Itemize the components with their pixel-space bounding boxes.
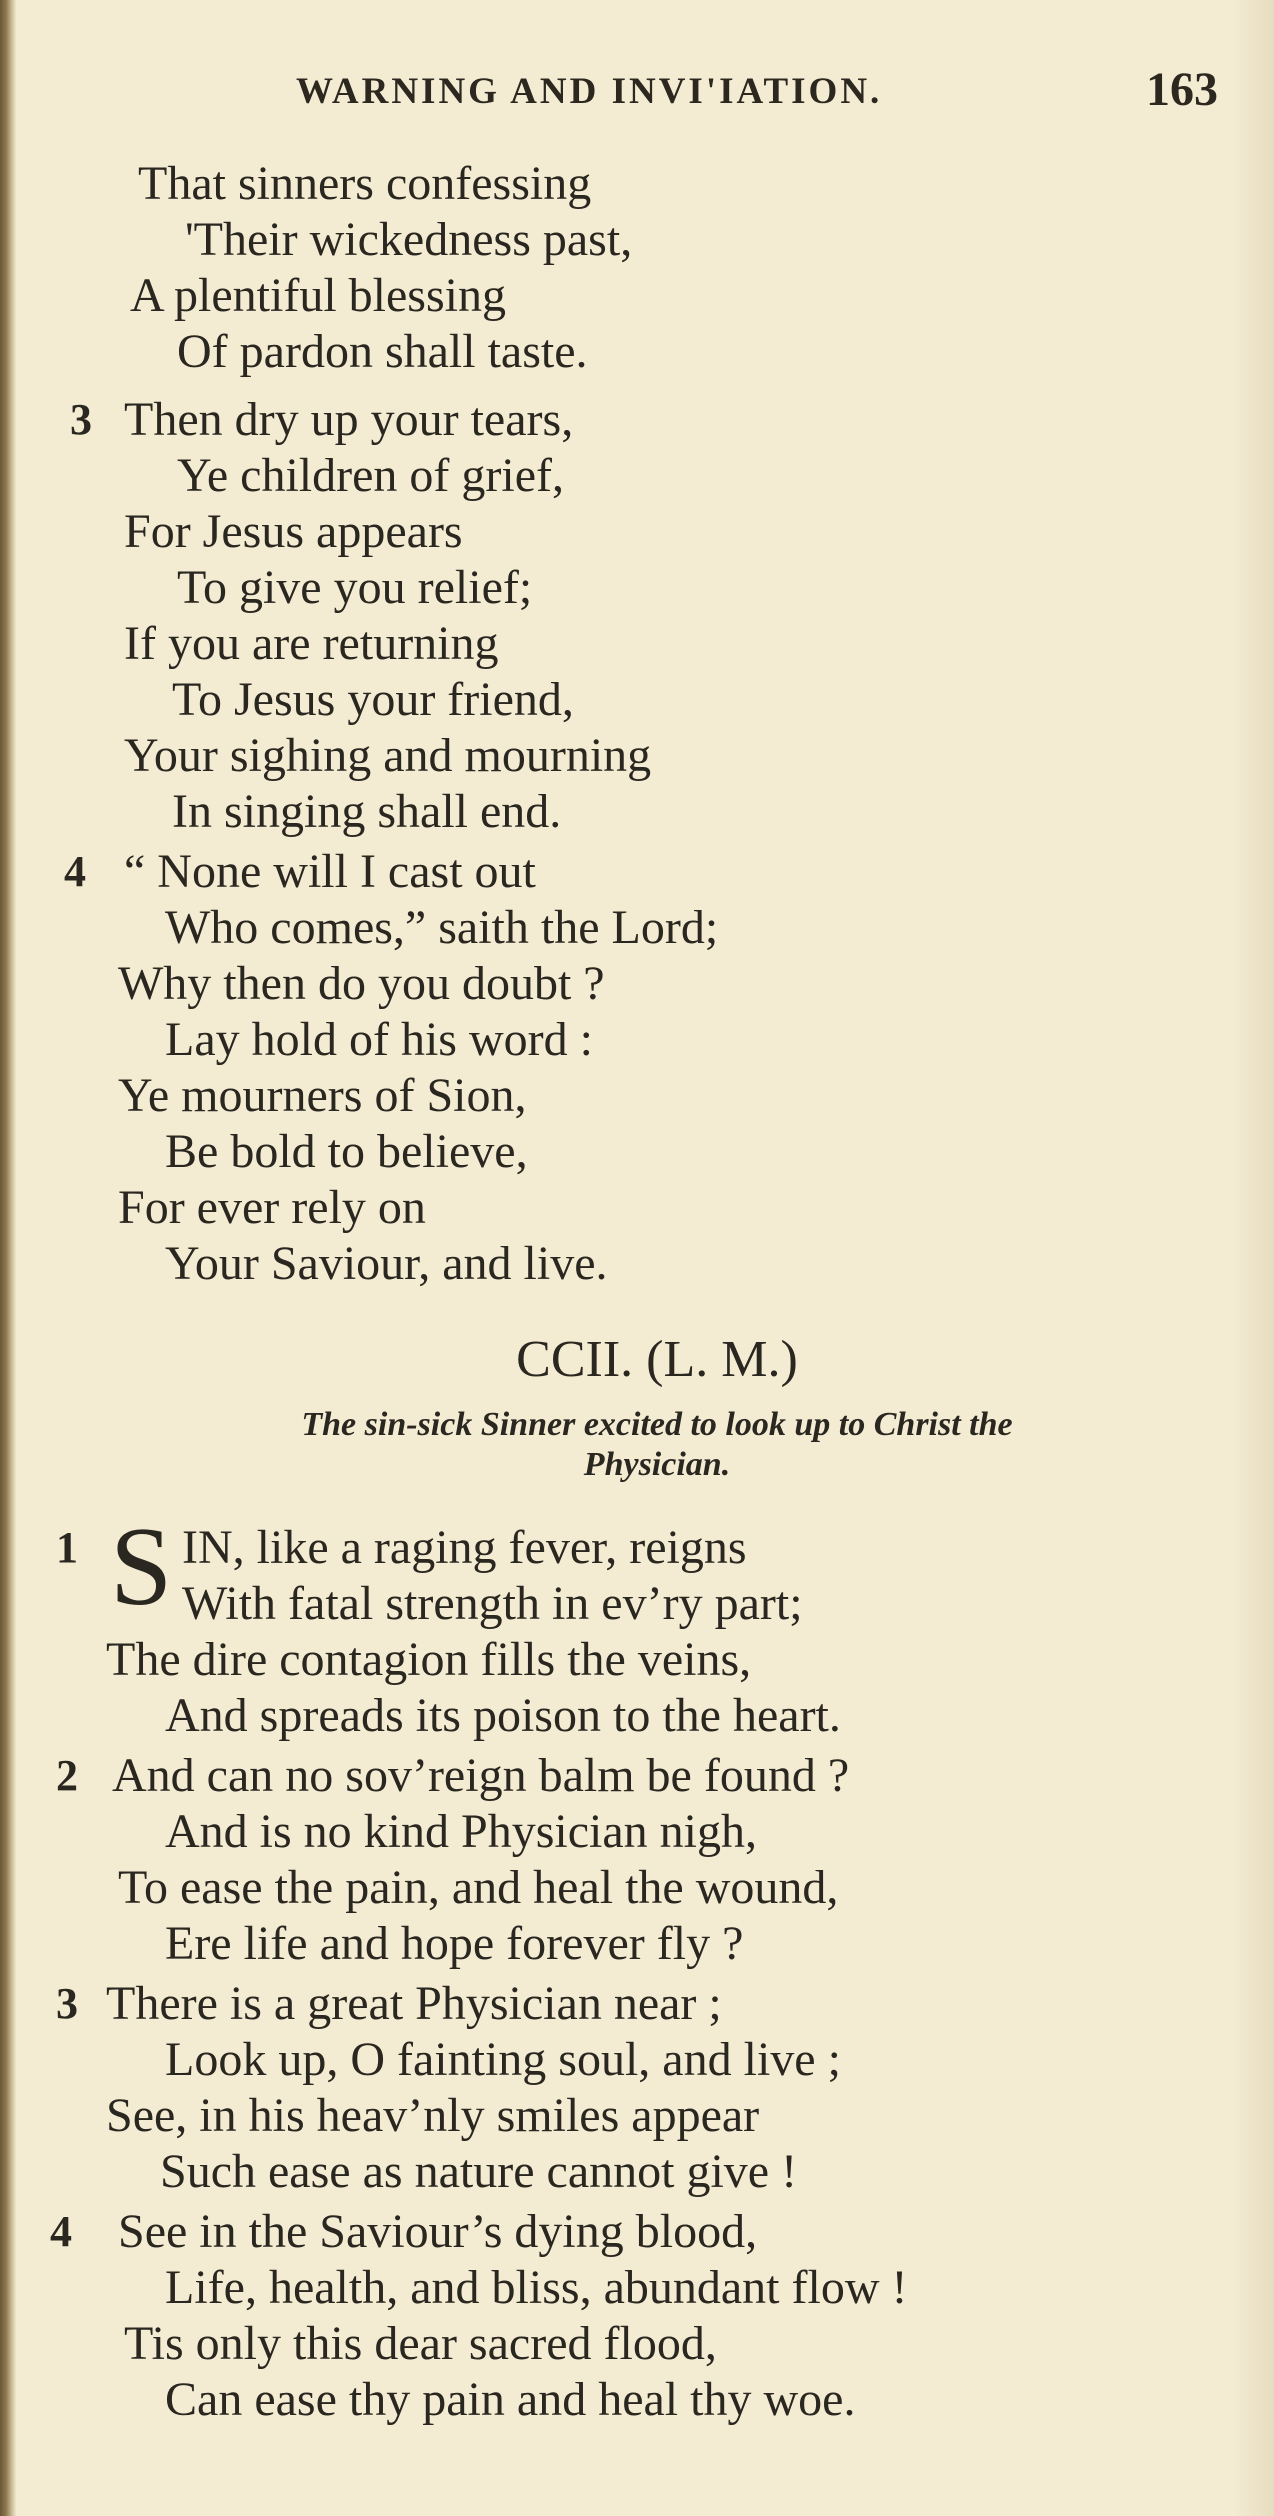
verse-line: IN, like a raging fever, reigns <box>182 1521 747 1574</box>
stanza-number: 4 <box>64 847 86 896</box>
verse-line: If you are returning <box>124 617 499 670</box>
page-header <box>296 62 1226 132</box>
verse-number: 2 <box>56 1751 78 1800</box>
verse-line: 'Their wickedness past, <box>185 213 633 266</box>
verse-line: Such ease as nature cannot give ! <box>160 2145 798 2198</box>
verse-line: Be bold to believe, <box>165 1125 528 1178</box>
verse-line: Who comes,” saith the Lord; <box>165 901 719 954</box>
verse-line: Life, health, and bliss, abundant flow ! <box>165 2261 908 2314</box>
verse-line: Of pardon shall taste. <box>177 325 588 378</box>
verse-line: Then dry up your tears, <box>124 393 574 446</box>
page-number: 163 <box>1146 63 1218 116</box>
verse-line: That sinners confessing <box>138 157 592 210</box>
verse-line: And spreads its poison to the heart. <box>165 1689 841 1742</box>
verse-line: The dire contagion fills the veins, <box>106 1633 752 1686</box>
verse-number: 1 <box>56 1523 78 1572</box>
verse-line: There is a great Physician near ; <box>106 1977 722 2030</box>
hymn-subtitle: The sin-sick Sinner excited to look up to Christ the <box>301 1406 1013 1443</box>
running-head: WARNING AND INVI'IATION. <box>296 71 883 112</box>
verse-line: And is no kind Physician nigh, <box>165 1805 758 1858</box>
verse-line: See, in his heav’nly smiles appear <box>106 2089 760 2142</box>
verse-line: A plentiful blessing <box>130 269 506 322</box>
hymn-title: CCII. (L. M.) <box>516 1331 798 1388</box>
verse-line: With fatal strength in ev’ry part; <box>182 1577 803 1630</box>
verse-line: To ease the pain, and heal the wound, <box>118 1861 839 1914</box>
verse-line: In singing shall end. <box>172 785 562 838</box>
verse-number: 3 <box>56 1979 78 2028</box>
verse-line: Ere life and hope forever fly ? <box>165 1917 744 1970</box>
verse-line: Tis only this dear sacred flood, <box>124 2317 717 2370</box>
verse-line: For ever rely on <box>118 1181 426 1234</box>
verse-line: Lay hold of his word : <box>165 1013 593 1066</box>
verse-line: Ye mourners of Sion, <box>118 1069 527 1122</box>
verse-number: 4 <box>50 2207 72 2256</box>
verse-line: Look up, O fainting soul, and live ; <box>165 2033 841 2086</box>
stanza-number: 3 <box>70 395 92 444</box>
verse-line: Your sighing and mourning <box>124 729 652 782</box>
verse-line: To give you relief; <box>177 561 533 614</box>
verse-line: And can no sov’reign balm be found ? <box>112 1749 850 1802</box>
verse-line: For Jesus appears <box>124 505 463 558</box>
verse-line: Your Saviour, and live. <box>165 1237 608 1290</box>
verse-line: To Jesus your friend, <box>172 673 574 726</box>
page-binding-edge <box>0 0 16 2516</box>
drop-cap: S <box>110 1505 173 1629</box>
verse-line: Why then do you doubt ? <box>118 957 605 1010</box>
hymn-subtitle-line2: Physician. <box>583 1446 731 1483</box>
page-right-bleed <box>1234 0 1274 2516</box>
verse-line: Can ease thy pain and heal thy woe. <box>165 2373 856 2426</box>
verse-line: “ None will I cast out <box>124 845 536 898</box>
verse-line: See in the Saviour’s dying blood, <box>118 2205 758 2258</box>
verse-line: Ye children of grief, <box>177 449 565 502</box>
